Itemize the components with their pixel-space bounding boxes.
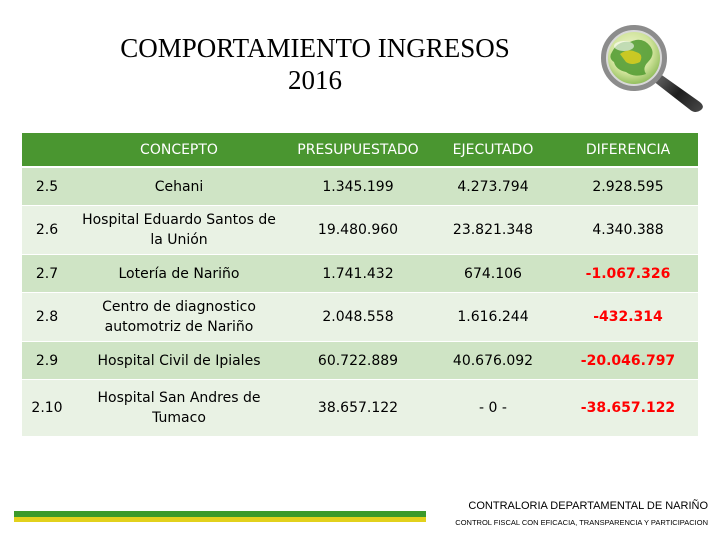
row-ejecutado: 674.106 <box>428 255 558 293</box>
row-diferencia: 4.340.388 <box>558 206 698 255</box>
row-code: 2.7 <box>22 255 70 293</box>
row-ejecutado: 4.273.794 <box>428 167 558 206</box>
table-row <box>22 167 698 206</box>
table-row <box>22 380 698 437</box>
magnifying-glass-map-icon <box>590 18 710 118</box>
row-concepto: Cehani <box>70 167 288 206</box>
row-presupuestado: 38.657.122 <box>288 380 428 437</box>
row-code: 2.10 <box>22 380 70 437</box>
row-concepto: Centro de diagnostico automotriz de Nariño <box>70 293 288 342</box>
row-code: 2.5 <box>22 167 70 206</box>
row-ejecutado: 23.821.348 <box>428 206 558 255</box>
row-concepto: Hospital Civil de Ipiales <box>70 342 288 380</box>
row-presupuestado: 19.480.960 <box>288 206 428 255</box>
row-concepto: Lotería de Nariño <box>70 255 288 293</box>
footer-organization: CONTRALORIA DEPARTAMENTAL DE NARIÑO <box>468 500 708 512</box>
row-code: 2.6 <box>22 206 70 255</box>
row-concepto: Hospital San Andres de Tumaco <box>70 380 288 437</box>
footer-motto: CONTROL FISCAL CON EFICACIA, TRANSPARENCIA Y PARTICIPACION <box>455 518 708 527</box>
table-header-row <box>22 133 698 167</box>
row-diferencia: -432.314 <box>558 293 698 342</box>
header-presupuestado: PRESUPUESTADO <box>288 133 428 167</box>
row-code: 2.8 <box>22 293 70 342</box>
header-ejecutado: EJECUTADO <box>428 133 558 167</box>
row-presupuestado: 1.741.432 <box>288 255 428 293</box>
row-ejecutado: 1.616.244 <box>428 293 558 342</box>
header-code <box>22 133 70 167</box>
row-presupuestado: 2.048.558 <box>288 293 428 342</box>
row-diferencia: -1.067.326 <box>558 255 698 293</box>
row-concepto: Hospital Eduardo Santos de la Unión <box>70 206 288 255</box>
table-row <box>22 342 698 380</box>
title-line-1: COMPORTAMIENTO INGRESOS <box>120 33 510 63</box>
row-code: 2.9 <box>22 342 70 380</box>
page-title <box>40 32 590 96</box>
row-ejecutado: 40.676.092 <box>428 342 558 380</box>
table-row <box>22 206 698 255</box>
header-diferencia: DIFERENCIA <box>558 133 698 167</box>
table-row <box>22 293 698 342</box>
row-diferencia: -20.046.797 <box>558 342 698 380</box>
footer-yellow-bar <box>14 517 426 522</box>
row-presupuestado: 1.345.199 <box>288 167 428 206</box>
title-line-2: 2016 <box>288 65 342 95</box>
row-presupuestado: 60.722.889 <box>288 342 428 380</box>
header-concepto: CONCEPTO <box>70 133 288 167</box>
row-diferencia: -38.657.122 <box>558 380 698 437</box>
ingresos-table <box>22 133 698 437</box>
row-ejecutado: - 0 - <box>428 380 558 437</box>
table-row <box>22 255 698 293</box>
row-diferencia: 2.928.595 <box>558 167 698 206</box>
